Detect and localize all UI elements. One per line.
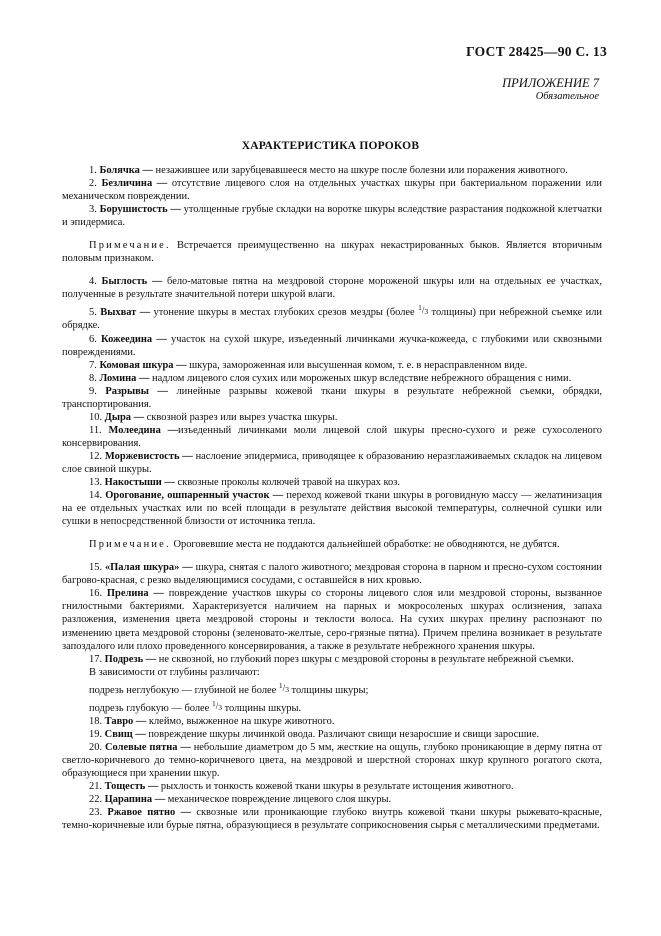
list-item: 9. Разрывы — линейные разрывы кожевой ткани шкуры в результате небрежной съемки, обрядки, транспортирования.	[62, 385, 603, 410]
list-item: 18. Тавро — клеймо, выжженное на шкуре животного.	[89, 715, 335, 727]
list-subitem: В зависимости от глубины различают:	[89, 666, 260, 678]
list-item: 2. Безличина — отсутствие лицевого слоя на отдельных участках шкуры при бактериальном поражении или механическом повреждении.	[62, 178, 602, 203]
list-item: 6. Кожеедина — участок на сухой шкуре, изъеденный личинками жучка-кожееда, с глубокими или сквозными повреждениями.	[62, 333, 602, 358]
list-item: 13. Накостыши — сквозные проколы колючей травой на шкурах коз.	[89, 477, 400, 489]
defects-list	[62, 164, 602, 832]
list-item: 1. Болячка — незажившее или зарубцевавшееся место на шкуре после болезни или поражения животного.	[89, 165, 568, 176]
list-subitem: подрезь неглубокую — глубиной не более $^1/_3$ толщины шкуры;	[89, 680, 369, 696]
appendix-status: Обязательное	[535, 91, 599, 102]
defect-term: Разрывы —	[105, 385, 168, 397]
list-item: 7. Комовая шкура — шкура, замороженная или высушенная комом, т. е. в нерасправленном виде.	[89, 359, 528, 371]
list-item: 4. Быглость — бело-матовые пятна на мездровой стороне мороженой шкуры или на отдельных ее участках, полученные в результате значительной потери шкурой влаги.	[62, 276, 602, 301]
defect-term: Болячка —	[99, 165, 153, 176]
list-item: 10. Дыра — сквозной разрез или вырез участка шкуры.	[89, 411, 338, 423]
defect-term: Подрезь —	[104, 653, 157, 665]
list-item: 16. Прелина — повреждение участков шкуры со стороны лицевого слоя или мездровой стороны, вызванное гнилостными бактериями. Характеризуется наличием на парных и мокросоленых шкурах ослизнения, запаха разложения, изменения цвета мездровой стороны и теклости волоса. На сухих шкурах прелину распознают по изменению цвета мездровой стороны (зеленовато-желтые, серо-грязные пятна). Причем прелина возникает в результате запоздалого или плохо проведенного консервирования, а также в результате небрежного хранения шкуры.	[62, 588, 602, 652]
list-item: 19. Свищ — повреждение шкуры личинкой овода. Различают свищи незаросшие и свищи заросшие.	[89, 728, 540, 740]
appendix-block	[502, 76, 599, 104]
defect-term: Тощесть —	[104, 781, 159, 793]
list-item: 3. Борушистость — утолщенные грубые складки на воротке шкуры вследствие разрастания подкожной клетчатки и эпидермиса.	[62, 204, 603, 229]
note-label: Примечание.	[89, 240, 171, 252]
defect-term: Борушистость —	[99, 204, 181, 216]
list-item: 15. «Палая шкура» — шкура, снятая с палого животного; мездровая сторона в парном и пресно-сухом состоянии багрово-красная, с резко выделяющимися сосудами, с оставшейся в них кровью.	[62, 562, 603, 587]
list-item: 20. Солевые пятна — небольшие диаметром до 5 мм, жесткие на ощупь, глубоко проникающие в дерму пятна от светло-коричневого до темно-коричневого цвета, на мездровой и шерстной сторонах шкур крупного рогатого скота, образующиеся при хранении шкур.	[62, 741, 603, 779]
list-item: 5. Выхват — утонение шкуры в местах глубоких срезов мездры (более $^1/_3$ толщины) при небрежной съемке или обрядке.	[62, 303, 603, 332]
defect-term: Быглость —	[101, 276, 163, 288]
list-item: 17. Подрезь — не сквозной, но глубокий порез шкуры с мездровой стороны в результате небрежной съемки.	[89, 653, 574, 665]
list-item: 22. Царапина — механическое повреждение лицевого слоя шкуры.	[89, 794, 392, 806]
defect-term: Комовая шкура —	[99, 359, 187, 371]
list-item: 14. Орогование, ошпаренный участок — переход кожевой ткани шкуры в роговидную массу — желатинизация на ее отдельных участках или по всей площади в результате действия высокой температуры, солнечной сушки или сушки в непосредственной близости от источника тепла.	[62, 490, 603, 528]
defect-term: «Палая шкура» —	[104, 562, 193, 574]
list-subitem: подрезь глубокую — более $^1/_3$ толщины шкуры.	[89, 698, 302, 714]
defect-term: Царапина —	[104, 794, 166, 806]
defect-term: Кожеедина —	[101, 333, 167, 345]
defect-term: Безличина —	[101, 178, 168, 190]
list-item: 8. Ломина — надлом лицевого слоя сухих или мороженых шкур вследствие небрежного обращения с ними.	[89, 372, 572, 384]
appendix-label: ПРИЛОЖЕНИЕ 7	[502, 76, 599, 90]
note-label: Примечание.	[89, 539, 171, 551]
defect-term: Прелина —	[106, 588, 164, 600]
document-title: ХАРАКТЕРИСТИКА ПОРОКОВ	[241, 140, 420, 152]
note: Примечание. Встречается преимущественно на шкурах некастрированных быков. Является вторичным половым признаком.	[62, 240, 602, 265]
defect-term: Выхват —	[100, 307, 151, 319]
defect-term: Ломина —	[99, 372, 150, 384]
defect-term: Молеедина —	[108, 424, 179, 436]
defect-term: Свищ —	[104, 728, 146, 740]
fraction: $^1/_3$	[418, 303, 429, 317]
defect-term: Моржевистость —	[104, 450, 193, 462]
fraction: $^1/_3$	[278, 680, 289, 694]
list-item: 21. Тощесть — рыхлость и тонкость кожевой ткани шкуры в результате истощения животного.	[89, 781, 514, 793]
list-item: 12. Моржевистость — наслоение эпидермиса, приводящее к образованию неразглаживаемых складок на лицевом слое свиной шкуры.	[62, 450, 603, 475]
page-header: ГОСТ 28425—90 С. 13	[466, 44, 607, 59]
list-item: 11. Молеедина —изъеденный личинками моли лицевой слой шкуры пресно-сухого и реже сухосоленого консервирования.	[62, 424, 603, 449]
defect-term: Орогование, ошпаренный участок —	[105, 490, 284, 502]
defect-term: Тавро —	[104, 715, 147, 727]
defect-term: Ржавое пятно —	[107, 807, 192, 819]
defect-term: Солевые пятна —	[104, 741, 191, 753]
defect-term: Дыра —	[104, 411, 145, 423]
note: Примечание. Ороговевшие места не поддаются дальнейшей обработке: не обводняются, не дубятся.	[89, 539, 560, 551]
list-item: 23. Ржавое пятно — сквозные или проникающие глубоко внутрь кожевой ткани шкуры рыжевато-красные, темно-коричневые или бурые пятна, образующиеся в результате соприкосновения сырья с металлическими предметами.	[62, 807, 602, 832]
fraction: $^1/_3$	[211, 698, 222, 712]
defect-term: Накостыши —	[104, 477, 175, 489]
